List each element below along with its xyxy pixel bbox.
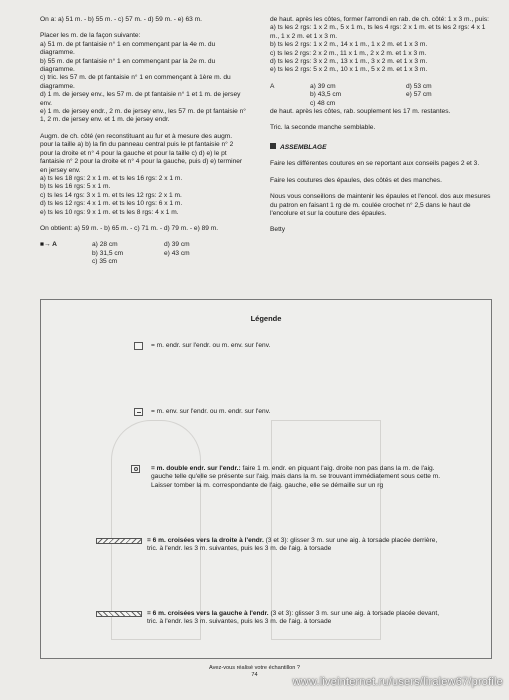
watermark-url: www.liveinternet.ru/users/liralew67/profile bbox=[292, 676, 503, 688]
increase-e: e) ts les 10 rgs: 9 x 1 m. et ts les 8 rgs: 4 x 1 m. bbox=[40, 208, 179, 216]
knit-square-icon bbox=[134, 342, 143, 350]
bind-off-line: de haut. après les côtes, rab. souplement les 17 m. restantes. bbox=[270, 108, 451, 116]
double-knit-icon bbox=[131, 465, 140, 473]
assembly-3: Nous vous conseillons de maintenir les épaules et l'encol. dos aux mesures du patron en faisant 1 rg de m. coulée crochet n° 2,5 dans le haut de l'encolure et sur la couture des épaules. bbox=[270, 193, 491, 217]
legend-knit: = m. endr. sur l'endr. ou m. env. sur l'env. bbox=[151, 342, 271, 349]
placement-intro: Placer les m. de la façon suivante: bbox=[40, 32, 141, 40]
footer-question: Avez-vous réalisé votre échantillon ? bbox=[209, 665, 300, 671]
legend-box bbox=[40, 299, 492, 659]
placement-d: d) 1 m. de jersey env., les 57 m. de pt fantaisie n° 1 et 1 m. de jersey env. bbox=[40, 91, 241, 107]
size-table-left bbox=[40, 241, 246, 266]
bullet-square-icon bbox=[270, 143, 276, 149]
size-cell: e) 43 cm bbox=[164, 249, 190, 257]
legend-cable-right: = 6 m. croisées vers la droite à l'endr. (3 et 3): glisser 3 m. sur une aig. à torsade placée derrière, tric. à l'endr. les 3 m. suivantes, puis les 3 m. de l'aig. à torsade bbox=[147, 537, 438, 553]
legend-title: Légende bbox=[250, 314, 282, 323]
section-title: ASSEMBLAGE bbox=[270, 143, 492, 152]
size-cell: a) 28 cm bbox=[92, 241, 118, 249]
size-cell: b) 31,5 cm bbox=[92, 249, 124, 257]
placement-b: b) 55 m. de pt fantaisie n° 1 en commençant par la 2e m. du diagramme. bbox=[40, 57, 216, 74]
result-line: On obtient: a) 59 m. - b) 65 m. - c) 71 m. - d) 79 m. - e) 89 m. bbox=[40, 224, 219, 232]
increase-b: b) ts les 16 rgs: 5 x 1 m. bbox=[40, 183, 111, 191]
second-sleeve-line: Tric. la seconde manche semblable. bbox=[270, 124, 376, 132]
purl-square-icon bbox=[134, 408, 143, 416]
left-column bbox=[40, 16, 246, 267]
faint-sleeve-shape bbox=[111, 420, 201, 640]
armhole-a: a) ts les 2 rgs: 1 x 2 m., 5 x 1 m., ts les 4 rgs: 2 x 1 m. et ts les 2 rgs: 4 x 1 m., 1 x 2 m. et 1 x 3 m. bbox=[270, 24, 486, 40]
right-column bbox=[270, 16, 492, 235]
size-cell: c) 48 cm bbox=[310, 99, 336, 107]
armhole-d: d) ts les 2 rgs: 3 x 2 m., 13 x 1 m., 3 x 2 m. et 1 x 3 m. bbox=[270, 58, 428, 66]
size-cell: c) 35 cm bbox=[92, 258, 118, 266]
cable-left-icon bbox=[96, 611, 142, 617]
placement-e: e) 1 m. de jersey endr., 2 m. de jersey env., les 57 m. de pt fantaisie n° 1, 2 m. de jersey env. et 1 m. de jersey endr. bbox=[40, 108, 246, 124]
increase-d: d) ts les 12 rgs: 4 x 1 m. et ts les 10 rgs: 6 x 1 m. bbox=[40, 200, 183, 208]
armhole-b: b) ts les 2 rgs: 1 x 2 m., 14 x 1 m., 1 x 2 m. et 1 x 3 m. bbox=[270, 41, 428, 49]
size-cell: d) 53 cm bbox=[406, 82, 432, 90]
armhole-c: c) ts les 2 rgs: 2 x 2 m., 11 x 1 m., 2 x 2 m. et 1 x 3 m. bbox=[270, 49, 427, 57]
size-cell: a) 39 cm bbox=[310, 82, 336, 90]
legend-cable-left: = 6 m. croisées vers la gauche à l'endr. (3 et 3): glisser 3 m. sur une aig. à torsade placée devant, tric. à l'endr. les 3 m. suivantes, puis les 3 m. de l'aig. à torsade bbox=[147, 610, 440, 626]
size-cell: e) 57 cm bbox=[406, 91, 432, 99]
size-table-right bbox=[270, 83, 492, 108]
armhole-intro: de haut. après les côtes, former l'arrondi en rab. de ch. côté: 1 x 3 m., puis: bbox=[270, 16, 489, 23]
increase-c: c) ts les 14 rgs: 3 x 1 m. et ts les 12 rgs: 2 x 1 m. bbox=[40, 191, 182, 199]
legend-double-knit: = m. double endr. sur l'endr.: faire 1 m. endr. en piquant l'aig. droite non pas dans la m. de l'aig. gauche telle qu'elle se présente sur l'aig. mais dans la m. se trouvant immédiatement sous cette m. Laisser tomber la m. correspondante de l'aig. gauche, elle se démaille sur un rg bbox=[151, 465, 441, 489]
arrow-marker: A bbox=[270, 82, 275, 90]
cable-right-icon bbox=[96, 538, 142, 544]
increase-paragraph: Augm. de ch. côté (en reconstituant au fur et à mesure des augm. pour la taille a) b) la fin du panneau central puis le pt fantaisie n° 2 pour la droite et n° 4 pour la gauche et pour la taille c) d) e) le pt fantaisie n° 2 pour la droite et n° 4 pour la gauche, puis d) e) terminer en jersey env. bbox=[40, 132, 243, 174]
assembly-2: Faire les coutures des épaules, des côtés et des manches. bbox=[270, 176, 442, 184]
faint-body-shape bbox=[271, 420, 381, 640]
page-number: 74 bbox=[251, 672, 258, 678]
size-cell: d) 39 cm bbox=[164, 241, 190, 249]
signature: Betty bbox=[270, 226, 286, 234]
stitch-count-line: On a: a) 51 m. - b) 55 m. - c) 57 m. - d) 59 m. - e) 63 m. bbox=[40, 16, 202, 23]
armhole-e: e) ts les 2 rgs: 5 x 2 m., 10 x 1 m., 5 x 2 m. et 1 x 3 m. bbox=[270, 66, 428, 74]
placement-c: c) tric. les 57 m. de pt fantaisie n° 1 en commençant à 1ère m. du diagramme. bbox=[40, 74, 231, 90]
assembly-1: Faire les différentes coutures en se reportant aux conseils pages 2 et 3. bbox=[270, 160, 480, 168]
legend-purl: = m. env. sur l'endr. ou m. endr. sur l'env. bbox=[151, 408, 271, 415]
increase-a: a) ts les 18 rgs: 2 x 1 m. et ts les 16 rgs: 2 x 1 m. bbox=[40, 174, 183, 182]
size-cell: b) 43,5 cm bbox=[310, 91, 342, 99]
placement-a: a) 51 m. de pt fantaisie n° 1 en commençant par la 4e m. du diagramme. bbox=[40, 40, 216, 57]
arrow-marker: ■→ A bbox=[40, 241, 57, 249]
